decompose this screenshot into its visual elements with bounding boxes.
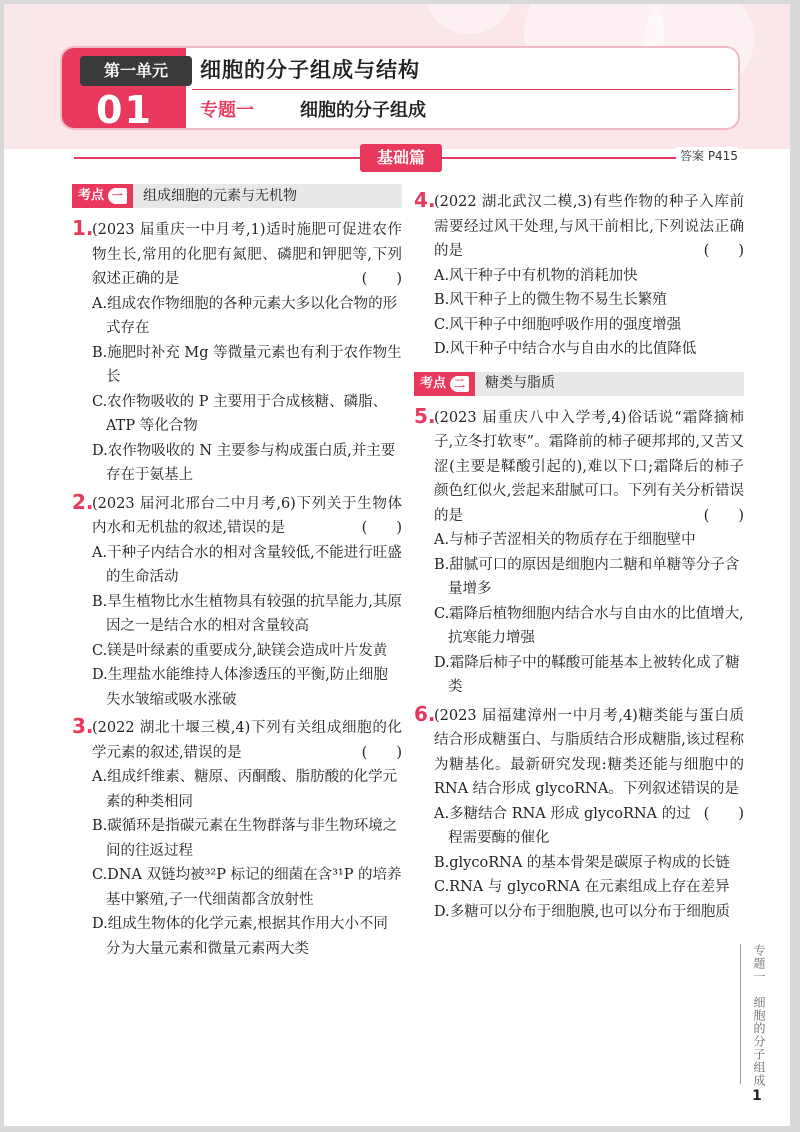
answer-blank: ( ) bbox=[361, 271, 402, 287]
topic-number: 01 bbox=[96, 88, 153, 132]
answer-option: A.与柿子苦涩相关的物质存在于细胞壁中 bbox=[434, 532, 696, 548]
question-item bbox=[414, 190, 744, 362]
answer-option: C.镁是叶绿素的重要成分,缺镁会造成叶片发黄 bbox=[92, 642, 388, 659]
answer-option: D.霜降后柿子中的鞣酸可能基本上被转化成了糖类 bbox=[434, 654, 740, 695]
answer-option: D.风干种子中结合水与自由水的比值降低 bbox=[434, 341, 697, 357]
question-number: 3. bbox=[72, 714, 94, 738]
kaodian-title: 糖类与脂质 bbox=[485, 375, 556, 392]
answer-option: B.施肥时补充 Mg 等微量元素也有利于农作物生长 bbox=[92, 344, 402, 385]
page-number: 1 bbox=[752, 1088, 762, 1104]
kaodian-tag bbox=[72, 184, 133, 208]
kaodian-header bbox=[414, 372, 744, 396]
question-item bbox=[414, 403, 744, 700]
answer-option: B.glycoRNA 的基本骨架是碳原子构成的长链 bbox=[434, 854, 730, 871]
answer-blank: ( ) bbox=[703, 507, 744, 524]
answer-blank: ( ) bbox=[703, 805, 744, 822]
question-stem bbox=[434, 406, 744, 529]
answer-option: A.组成纤维素、糖原、丙酮酸、脂肪酸的化学元素的种类相同 bbox=[92, 769, 398, 810]
question-list bbox=[72, 218, 402, 961]
answer-option: C.农作物吸收的 P 主要用于合成核糖、磷脂、ATP 等化合物 bbox=[92, 393, 388, 434]
kaodian-tag-label: 考点 bbox=[78, 188, 105, 203]
question-stem-text: (2023 届福建漳州一中月考,4)糖类能与蛋白质结合形成糖蛋白、与脂质结合形成糖脂,该过程称为糖基化。最新研究发现:糖类还能与细胞中的 RNA 结合形成 glycoRNA。下列叙述错误的是 bbox=[434, 707, 744, 797]
question-stem-text: (2022 湖北十堰三模,4)下列有关组成细胞的化学元素的叙述,错误的是 bbox=[92, 720, 402, 761]
question-stem bbox=[434, 190, 744, 264]
answer-option: B.甜腻可口的原因是细胞内二糖和单糖等分子含量增多 bbox=[434, 556, 740, 597]
question-stem-text: (2023 届重庆八中入学考,4)俗话说“霜降摘柿子,立冬打软枣”。霜降前的柿子硬邦邦的,又苦又涩(主要是鞣酸引起的),难以下口;霜降后的柿子颜色红似火,尝起来甜腻可口。下列有关分析错误的是 bbox=[434, 409, 744, 524]
question-list bbox=[414, 403, 744, 925]
side-tab: 专题一 细胞的分子组成 bbox=[752, 944, 766, 1087]
header-divider bbox=[192, 89, 732, 90]
answer-option: A.风干种子中有机物的消耗加快 bbox=[434, 267, 638, 284]
question-stem bbox=[434, 704, 744, 822]
answer-option: C.风干种子中细胞呼吸作用的强度增强 bbox=[434, 316, 682, 333]
question-item bbox=[72, 489, 402, 713]
question-stem bbox=[92, 716, 402, 765]
question-stem bbox=[92, 492, 402, 541]
kaodian-tag bbox=[414, 372, 475, 396]
question-number: 2. bbox=[72, 489, 94, 514]
side-tab-divider bbox=[740, 944, 741, 1084]
kaodian-number: 一 bbox=[108, 188, 127, 204]
answer-option: A.组成农作物细胞的各种元素大多以化合物的形式存在 bbox=[92, 295, 398, 336]
answer-option: C.霜降后植物细胞内结合水与自由水的比值增大,抗寒能力增强 bbox=[434, 605, 744, 646]
left-column bbox=[72, 184, 402, 965]
question-item bbox=[72, 716, 402, 961]
kaodian-tag-label: 考点 bbox=[420, 375, 447, 391]
answer-option: C.RNA 与 glycoRNA 在元素组成上存在差异 bbox=[434, 879, 730, 895]
question-item bbox=[414, 701, 744, 925]
question-stem-text: (2023 届重庆一中月考,1)适时施肥可促进农作物生长,常用的化肥有氮肥、磷肥和钾肥等,下列叙述正确的是 bbox=[92, 222, 402, 287]
answer-option: B.风干种子上的微生物不易生长繁殖 bbox=[434, 292, 667, 308]
answer-reference: 答案 P415 bbox=[676, 147, 738, 164]
question-number: 4. bbox=[414, 188, 436, 212]
page bbox=[4, 4, 790, 1126]
kaodian-header bbox=[72, 184, 402, 208]
answer-blank: ( ) bbox=[361, 744, 402, 761]
answer-option: D.组成生物体的化学元素,根据其作用大小不同分为大量元素和微量元素两大类 bbox=[92, 916, 388, 957]
question-item bbox=[72, 218, 402, 488]
question-stem-text: (2022 湖北武汉二模,3)有些作物的种子入库前需要经过风干处理,与风干前相比,下列说法正确的是 bbox=[434, 194, 744, 259]
question-number: 1. bbox=[72, 216, 94, 240]
question-stem bbox=[92, 218, 402, 292]
answer-option: D.生理盐水能维持人体渗透压的平衡,防止细胞失水皱缩或吸水涨破 bbox=[92, 667, 388, 708]
right-column bbox=[414, 190, 744, 928]
topic-tag: 专题一 bbox=[200, 100, 254, 121]
answer-option: A.干种子内结合水的相对含量较低,不能进行旺盛的生命活动 bbox=[92, 544, 402, 585]
unit-label: 第一单元 bbox=[80, 56, 192, 86]
answer-option: A.多糖结合 RNA 形成 glycoRNA 的过程需要酶的催化 bbox=[434, 805, 691, 846]
unit-title: 细胞的分子组成与结构 bbox=[200, 58, 420, 82]
answer-option: D.农作物吸收的 N 主要参与构成蛋白质,并主要存在于氨基上 bbox=[92, 442, 396, 483]
answer-option: B.旱生植物比水生植物具有较强的抗旱能力,其原因之一是结合水的相对含量较高 bbox=[92, 593, 402, 634]
kaodian-title: 组成细胞的元素与无机物 bbox=[143, 187, 298, 204]
question-stem-text: (2023 届河北邢台二中月考,6)下列关于生物体内水和无机盐的叙述,错误的是 bbox=[92, 495, 402, 536]
kaodian-number: 二 bbox=[450, 376, 469, 392]
section-label: 基础篇 bbox=[360, 144, 442, 172]
topic-name: 细胞的分子组成 bbox=[300, 100, 426, 121]
answer-option: C.DNA 双链均被³²P 标记的细菌在含³¹P 的培养基中繁殖,子一代细菌都含放射性 bbox=[92, 867, 402, 908]
question-list bbox=[414, 190, 744, 362]
question-number: 6. bbox=[414, 701, 436, 726]
question-number: 5. bbox=[414, 403, 436, 428]
answer-option: D.多糖可以分布于细胞膜,也可以分布于细胞质 bbox=[434, 903, 730, 920]
answer-blank: ( ) bbox=[361, 520, 402, 536]
answer-blank: ( ) bbox=[703, 243, 744, 259]
answer-option: B.碳循环是指碳元素在生物群落与非生物环境之间的往返过程 bbox=[92, 818, 398, 859]
